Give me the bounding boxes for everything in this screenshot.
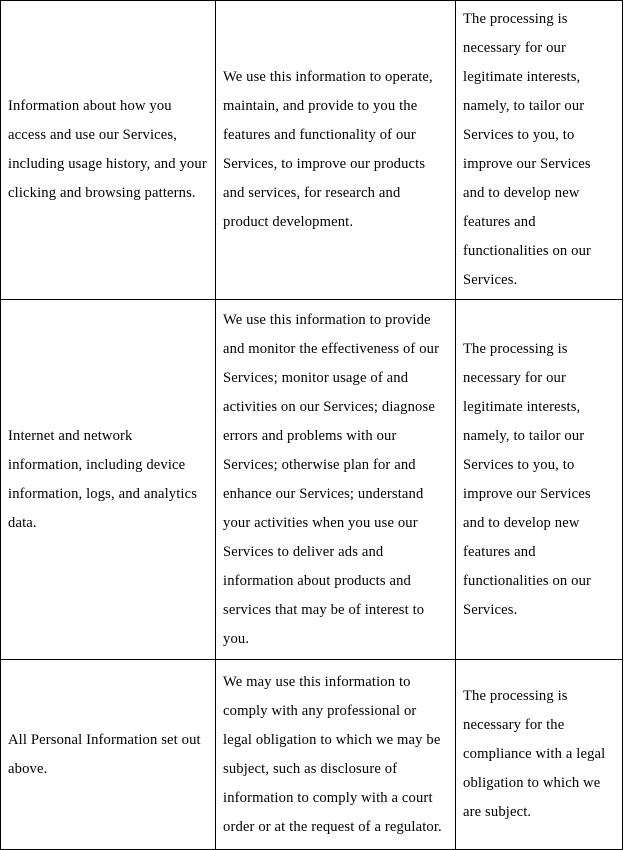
table-row: [1, 660, 623, 850]
cell-legal-basis: [456, 660, 623, 850]
information-type-text: All Personal Information set out above.: [8, 731, 201, 777]
cell-how-we-use-it: [216, 300, 456, 660]
table-row: [1, 1, 623, 300]
table-body: [1, 1, 623, 850]
cell-information-type: [1, 1, 216, 300]
table-row: [1, 300, 623, 660]
cell-how-we-use-it: [216, 1, 456, 300]
cell-information-type: [1, 300, 216, 660]
how-we-use-it-text: We use this information to operate, maintain, and provide to you the features and functionality of our Services, to improve our products and services, for research and product development.: [223, 69, 433, 230]
cell-how-we-use-it: [216, 660, 456, 850]
cell-legal-basis: [456, 300, 623, 660]
how-we-use-it-text: We may use this information to comply with any professional or legal obligation to which we may be subject, such as disclosure of information to comply with a court order or at the request of a regulator.: [223, 673, 442, 835]
how-we-use-it-text: We use this information to provide and monitor the effectiveness of our Services; monitor usage of and activities on our Services; diagnose errors and problems with our Services; otherwise plan for and enhance our Services; understand your activities when you use our Services to deliver ads and information about products and services that may be of interest to you.: [223, 311, 440, 647]
legal-basis-text: The processing is necessary for our legitimate interests, namely, to tailor our Services to you, to improve our Services and to develop new features and functionalities on our Services.: [463, 340, 592, 618]
cell-legal-basis: [456, 1, 623, 300]
legal-basis-text: The processing is necessary for our legitimate interests, namely, to tailor our Services to you, to improve our Services and to develop new features and functionalities on our Services.: [463, 11, 592, 288]
legal-basis-text: The processing is necessary for the compliance with a legal obligation to which we are subject.: [463, 688, 606, 820]
cell-information-type: [1, 660, 216, 850]
information-type-text: Information about how you access and use our Services, including usage history, and your clicking and browsing patterns.: [8, 98, 207, 201]
information-type-text: Internet and network information, including device information, logs, and analytics data.: [8, 427, 198, 531]
